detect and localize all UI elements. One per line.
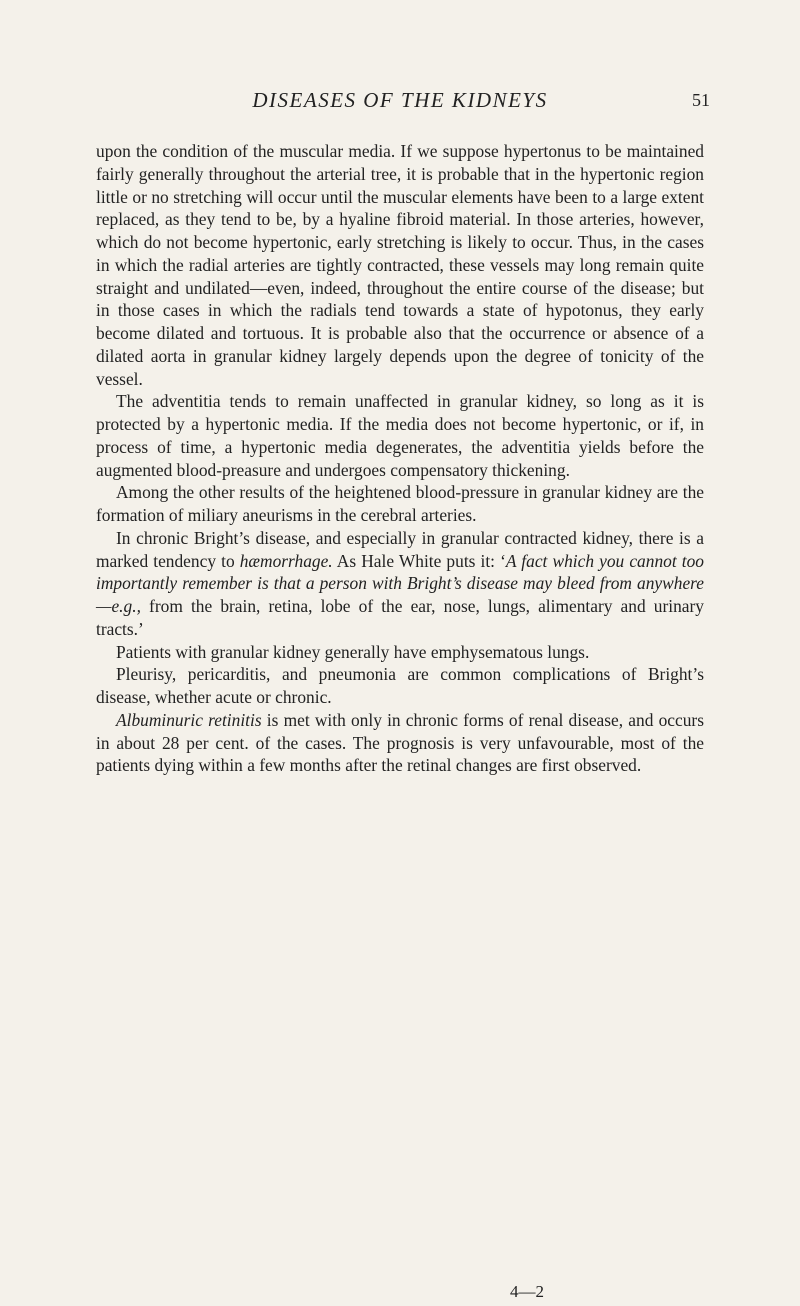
text-run: As Hale White puts it: ‘	[332, 550, 506, 571]
paragraph	[96, 527, 704, 641]
text-run: The adventitia tends to remain unaffected in granular kidney, so long as it is protected by a hypertonic media. If the media does not become hypertonic, or if, in process of time, a hypertonic media degenerates, the adventitia yields before the augmented blood-preasure and undergoes compensatory thickening.	[96, 391, 704, 480]
body-text	[96, 140, 704, 777]
text-run: Among the other results of the heightened blood-pressure in granular kidney are the formation of miliary aneurisms in the cerebral arteries.	[96, 482, 704, 525]
italic-text: Albuminuric retinitis	[116, 709, 262, 730]
running-head	[0, 88, 800, 118]
text-run: Pleurisy, pericarditis, and pneumonia are common complications of Bright’s disease, whether acute or chronic.	[96, 664, 704, 707]
page-number: 51	[692, 90, 710, 110]
italic-text: hæmorrhage.	[239, 550, 333, 571]
paragraph	[96, 140, 704, 390]
running-title: DISEASES OF THE KIDNEYS	[252, 88, 548, 112]
paragraph	[96, 481, 704, 527]
italic-text: A fact which you cannot too importantly remember is that a person with Bright’s disease may bleed from anywhere—e.g.,	[96, 550, 704, 616]
paragraph	[96, 390, 704, 481]
signature-mark: 4—2	[510, 1282, 544, 1301]
text-run: from the brain, retina, lobe of the ear, nose, lungs, alimentary and urinary tracts.’	[96, 596, 704, 639]
text-run: In chronic Bright’s disease, and especially in granular contracted kidney, there is a marked tendency to	[96, 527, 704, 571]
paragraph	[96, 709, 704, 777]
text-run: is met with only in chronic forms of renal disease, and occurs in about 28 per cent. of the cases. The prognosis is very unfavourable, most of the patients dying within a few months after the retinal changes are first observed.	[96, 709, 704, 776]
text-run: upon the condition of the muscular media. If we suppose hypertonus to be maintained fairly generally throughout the arterial tree, it is probable that in the hypertonic region little or no stretching will occur until the muscular elements have been to a large extent replaced, as they tend to be, by a hyaline fibroid material. In those arteries, however, which do not become hypertonic, early stretching is likely to occur. Thus, in the cases in which the radial arteries are tightly contracted, these vessels may long remain quite straight and undilated—even, indeed, throughout the entire course of the disease; but in those cases in which the radials tend towards a state of hypotonus, they early become dilated and tortuous. It is probable also that the occurrence or absence of a dilated aorta in granular kidney largely depends upon the degree of tonicity of the vessel.	[96, 141, 704, 389]
paragraph	[96, 663, 704, 709]
text-run: Patients with granular kidney generally have emphysematous lungs.	[116, 641, 590, 662]
paragraph	[96, 641, 704, 664]
